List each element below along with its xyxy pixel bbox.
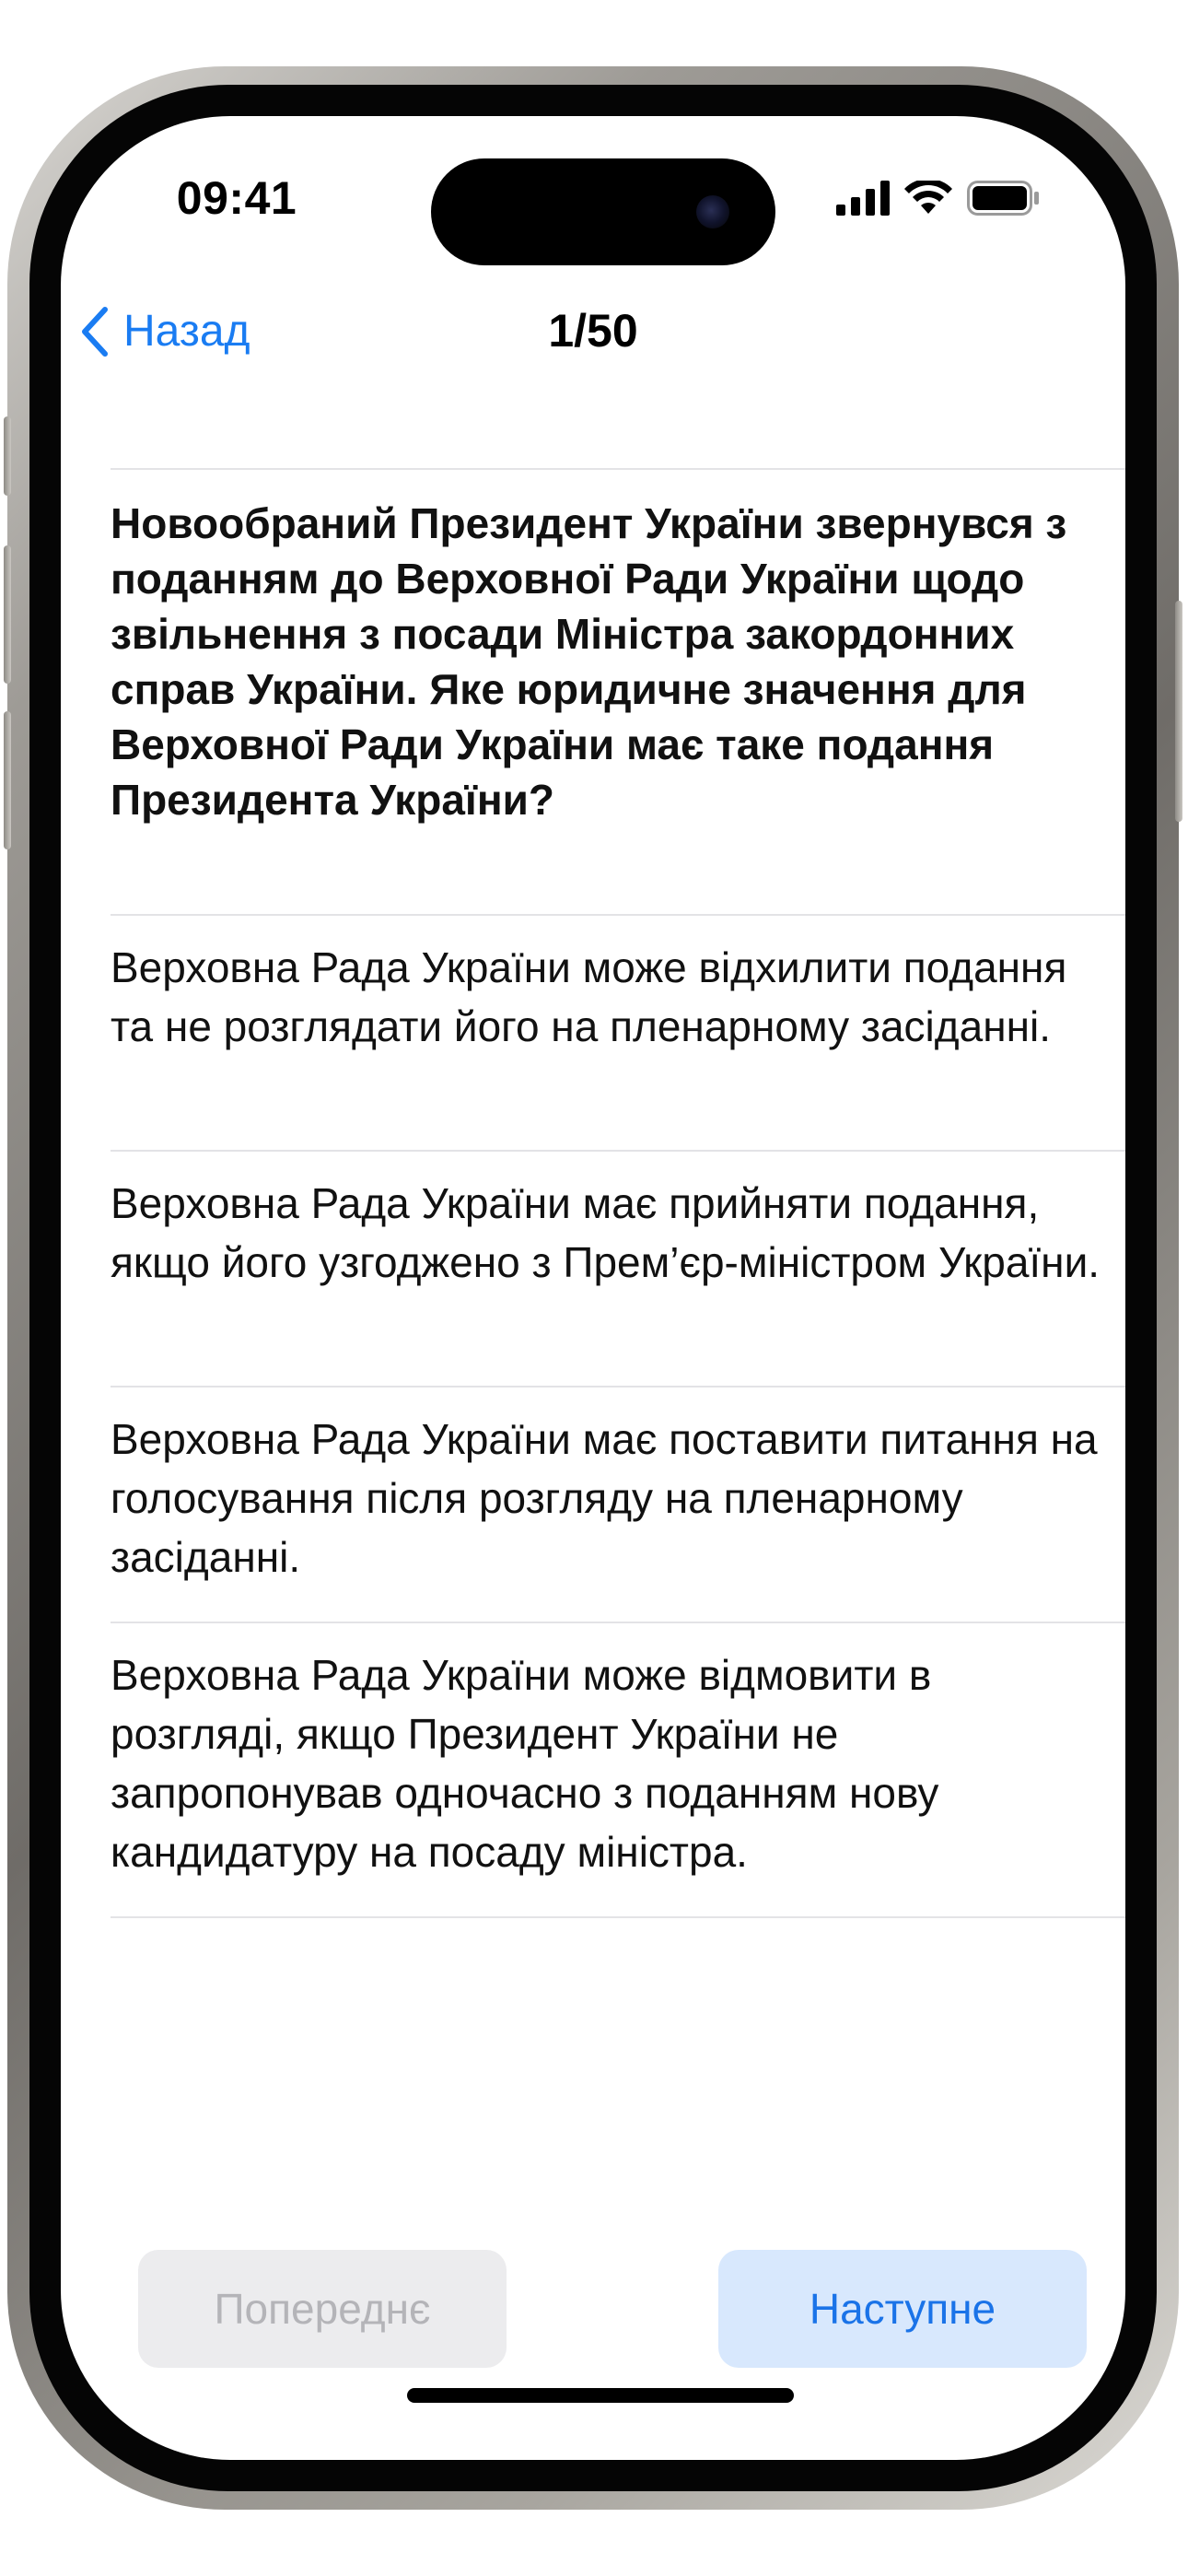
answer-option-1[interactable]: Верховна Рада України може відхилити подання та не розглядати його на пленарному засіданні. [111, 943, 1067, 1050]
divider [111, 914, 1125, 916]
cellular-signal-icon [836, 181, 890, 216]
next-button[interactable]: Наступне [718, 2250, 1087, 2368]
action-button [4, 416, 11, 496]
bezel [29, 85, 1157, 2491]
front-camera-icon [696, 195, 729, 228]
divider [111, 1916, 1125, 1918]
divider [111, 468, 1125, 470]
wifi-icon [904, 181, 952, 216]
answer-option-2[interactable]: Верховна Рада України має прийняти подання, якщо його узгоджено з Прем’єр-міністром України. [111, 1179, 1101, 1286]
status-time: 09:41 [176, 172, 297, 224]
phone-frame [7, 66, 1179, 2510]
volume-up-button [4, 545, 11, 684]
previous-button[interactable]: Попереднє [138, 2250, 507, 2368]
battery-icon [967, 181, 1041, 216]
answer-option-3[interactable]: Верховна Рада України має поставити питання на голосування після розгляду на пленарному засіданні. [111, 1415, 1098, 1581]
question-text: Новообраний Президент України звернувся з поданням до Верховної Ради України щодо звільнення з посади Міністра закордонних справ України. Яке юридичне значення для Верховної Ради України має таке подання Президента України? [111, 499, 1067, 824]
divider [111, 1622, 1125, 1623]
divider [111, 1150, 1125, 1152]
volume-down-button [4, 711, 11, 849]
screen [61, 116, 1125, 2460]
status-icons [836, 181, 1041, 216]
back-button-label: Назад [123, 307, 250, 356]
dynamic-island [431, 158, 775, 265]
question-counter: 1/50 [548, 305, 638, 357]
home-indicator[interactable] [407, 2388, 794, 2403]
power-button [1175, 601, 1182, 822]
divider [111, 1386, 1125, 1388]
answer-option-4[interactable]: Верховна Рада України може відмовити в розгляді, якщо Президент України не запропонував одночасно з поданням нову кандидатуру на посаду міністра. [111, 1651, 939, 1876]
